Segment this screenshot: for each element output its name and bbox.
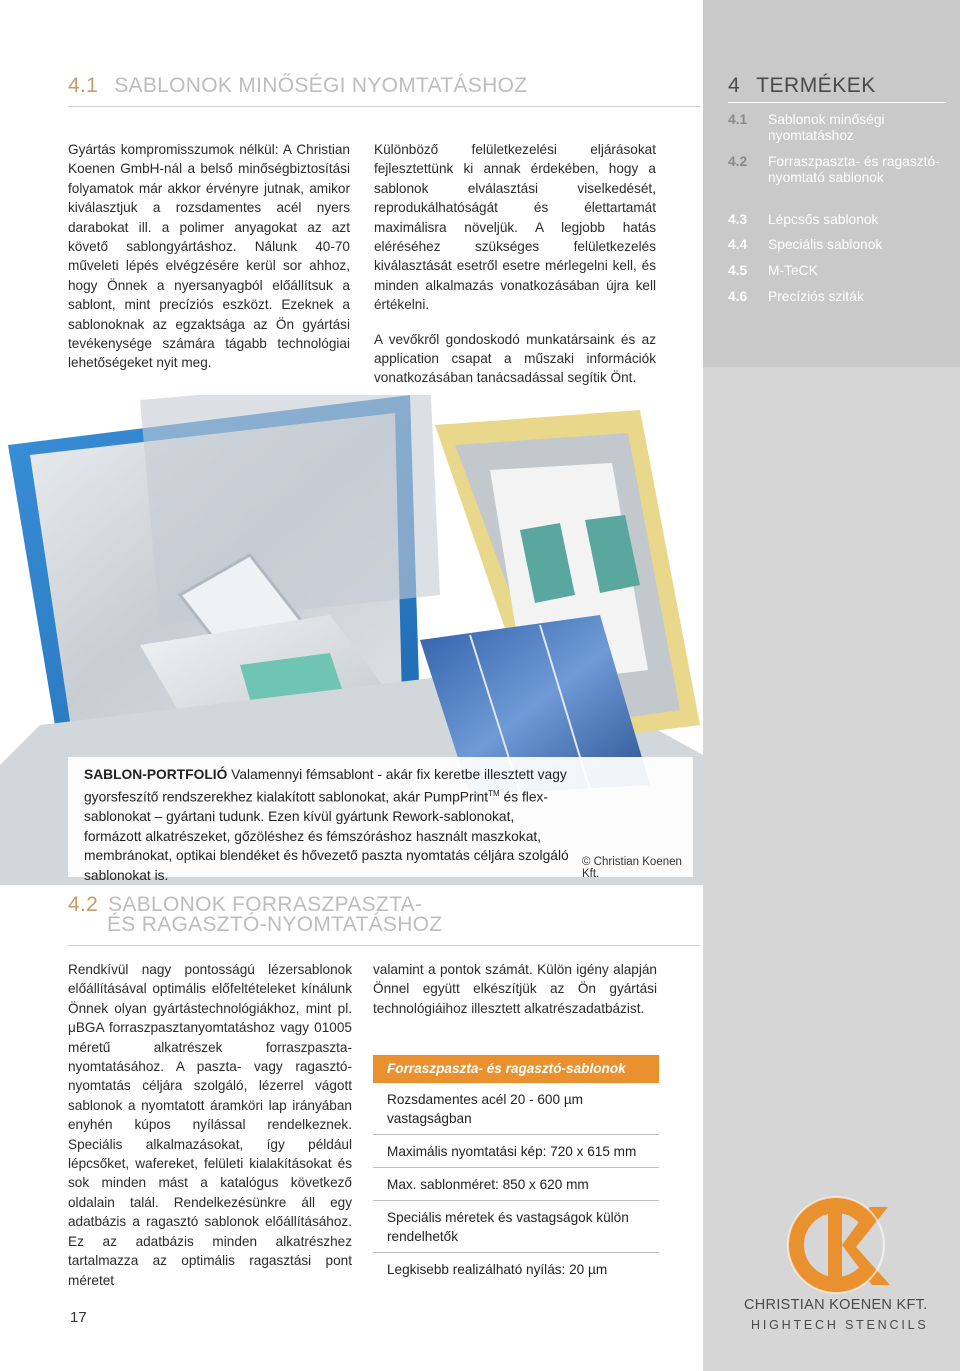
sidebar-item-number: 4.6 [728, 289, 748, 304]
sidebar-item-label: M-TeCK [768, 263, 818, 278]
section-1-paragraph-2a: Különböző felületkezelési eljárásokat fejlesztettünk ki annak érdekében, hogy a sablonok elválasztási viselkedését, reprodukálhatóságát és élettartamát maximálisra növeljük. A legjobb hatás eléréséhez szükséges felületkezelés kiválasztását esetről esetre mérlegelni kell, és minden alkalmazás vonatkozásában újra kell értékelni. [374, 142, 656, 313]
sidebar-item-number: 4.1 [728, 112, 748, 127]
section-1-column-2 [374, 140, 656, 388]
sidebar-item-4-5[interactable] [728, 263, 948, 279]
sidebar-item-label: Lépcsős sablonok [768, 212, 879, 227]
section-1-number: 4.1 [68, 74, 99, 97]
caption-line-1: Valamennyi fémsablont - akár fix keretbe illesztett vagy gyorsfeszítő rendszerekhez kialakított sablonokat, akár PumpPrint [84, 767, 567, 805]
spec-row: Maximális nyomtatási kép: 720 x 615 mm [373, 1135, 659, 1168]
sidebar-item-4-6[interactable] [728, 289, 948, 305]
sidebar-item-label: Speciális sablonok [768, 237, 883, 252]
section-1-paragraph-2b: A vevőkről gondoskodó munkatársaink és az application csapat a műszaki információk vonatkozásában tanácsadással segítik Önt. [374, 331, 656, 386]
section-2-heading [68, 895, 442, 935]
page-number: 17 [70, 1309, 87, 1326]
sidebar-title [728, 74, 876, 98]
section-2-rule [68, 945, 700, 946]
section-1-paragraph: Gyártás kompromisszumok nélkül: A Christian Koenen GmbH-nál a belső minőségbiztosítási folyamatok már akkor érvényre jutnak, amikor kiválasztjuk a rozsdamentes acél nyers darabokat ill. a polimer anyagokat az azt követő sablongyártáshoz. Nálunk 40-70 műveleti lépés elvégzésére kerül sor ahhoz, hogy Önnek a nyersanyagból előállítsuk a sablont, mint precíziós eszközt. Ezeknek a sablonoknak az egzaktsága az Ön gyártási tevékenysége számára tágabb technológiai lehetőségeket nyit meg. [68, 142, 350, 371]
section-2-paragraph: Rendkívül nagy pontosságú lézersablonok előállításával optimális előfeltételeket kínálunk Önnek olyan gyártástechnológiákhoz, mint pl. μBGA forraszpasztanyomtatáshoz vagy 01005 méretű alkatrészek forraszpaszta-nyomtatásához. A paszta- vagy ragasztó-nyomtatás céljára szolgáló, lézerrel vágott sablonok a nyomtatott áramköri lap irányában enyhén kúpos nyílással rendelkeznek. Speciális alkalmazásokat, így például lépcsőket, wafereket, felületi kialakításokat és sok minden mást a katalógus következő oldalain talál. Rendelkezésünkre áll egy adatbázis a ragasztó sablonok előállításához. Ez az adatbázis minden alkatrészhez tartalmazza az optimális ragasztási pont méretet [68, 962, 352, 1288]
sidebar-item-number: 4.3 [728, 212, 748, 227]
sidebar-item-4-1[interactable] [728, 112, 948, 144]
section-2-column-2 [373, 960, 657, 1018]
spec-row: Speciális méretek és vastagságok külön rendelhetők [373, 1201, 659, 1253]
sidebar-item-4-3[interactable] [728, 212, 948, 228]
spec-row: Rozsdamentes acél 20 - 600 µm vastagságban [373, 1083, 659, 1135]
sidebar-rule [728, 102, 946, 103]
section-2-column-1 [68, 960, 352, 1290]
sidebar-item-number: 4.5 [728, 263, 748, 278]
company-tagline: HIGHTECH STENCILS [751, 1318, 929, 1332]
sidebar-item-label: Precíziós sziták [768, 289, 864, 304]
caption-line-2: és flex-sablonokat – gyártani tudunk. Ezen kívül gyártunk Rework-sablonokat, formázott alkatrészeket, gőzöléshez és fémszóráshoz használt maszkokat, membránokat, optikai blendéket és hővezető paszta nyomtatás céljára szolgáló sablonokat is. [84, 790, 569, 883]
spec-row: Legkisebb realizálható nyílás: 20 µm [387, 1262, 608, 1277]
caption-lead: SABLON-PORTFOLIÓ [84, 767, 228, 782]
section-1-heading [68, 74, 527, 98]
sidebar-item-number: 4.4 [728, 237, 748, 252]
section-1-rule [68, 106, 700, 107]
section-2-paragraph-2: valamint a pontok számát. Külön igény alapján Önnel együtt elkészítjük az Ön gyártási technológiáihoz illesztett alkatrészadatbázist. [373, 962, 657, 1016]
sidebar-item-number: 4.2 [728, 154, 748, 169]
sidebar-item-label: Forraszpaszta- és ragasztó-nyomtató sablonok [768, 154, 940, 185]
caption-text [84, 765, 572, 885]
spec-box-title: Forraszpaszta- és ragasztó-sablonok [373, 1055, 659, 1083]
company-name: CHRISTIAN KOENEN KFT. [744, 1297, 928, 1313]
spec-row: Max. sablonméret: 850 x 620 mm [373, 1168, 659, 1201]
sidebar-title-text: TERMÉKEK [756, 74, 876, 97]
section-2-title-line-2: ÉS RAGASZTÓ-NYOMTATÁSHOZ [107, 913, 443, 936]
section-1-column-1 [68, 140, 350, 373]
section-2-title-line-1: SABLONOK FORRASZPASZTA- [108, 893, 423, 916]
section-1-title: SABLONOK MINŐSÉGI NYOMTATÁSHOZ [114, 74, 528, 97]
spec-box [373, 1055, 659, 1285]
sidebar-item-label: Sablonok minőségi nyomtatáshoz [768, 112, 885, 143]
trademark-mark: TM [488, 789, 500, 799]
photo-copyright: © Christian Koenen Kft. [582, 856, 682, 880]
sidebar-item-4-2[interactable] [728, 154, 948, 186]
section-2-number: 4.2 [68, 893, 99, 916]
sidebar-item-4-4[interactable] [728, 237, 948, 253]
photo-caption [68, 757, 693, 883]
sidebar-title-number: 4 [728, 74, 741, 97]
